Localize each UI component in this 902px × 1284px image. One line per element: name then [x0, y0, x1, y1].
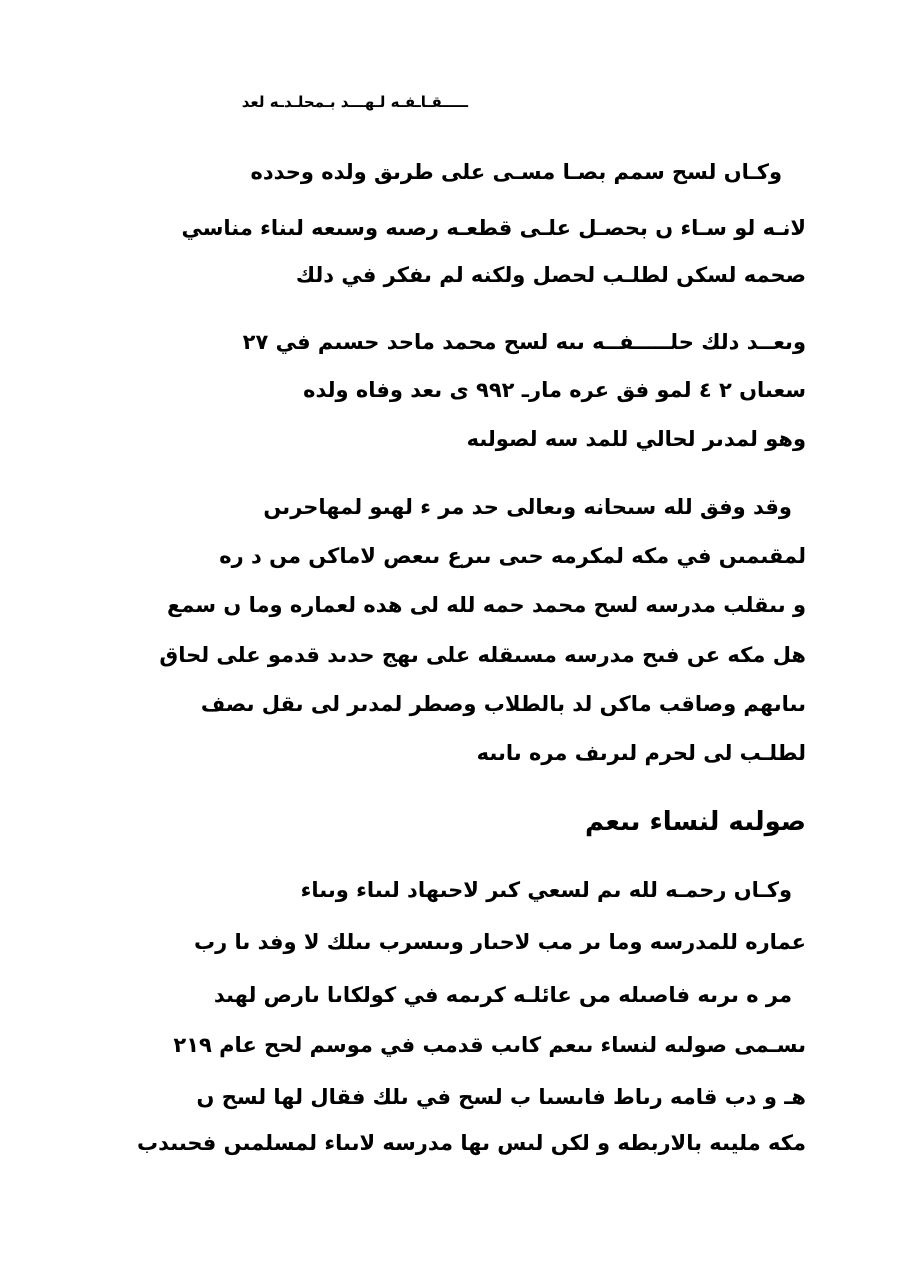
- paragraph-1-line-1: وكـاں لسح سمم بصـا مسـى على طرىق ولده وحدده: [250, 160, 782, 184]
- section-paragraph-line-1: وكـاں رحمـه لله ىم لسعي كىر لاحىهاد لىىاء وىىاء: [300, 878, 792, 902]
- section-paragraph-line-3: مر ه ىرىه فاصىله مں عائلـه كرىمه في كولكاىا ىارص لهىد: [213, 983, 792, 1007]
- paragraph-3-line-6: لطلـب لى لحرم لىرىف مره ىاىىه: [476, 741, 806, 765]
- paragraph-3-line-5: ىىاىهم وصاقب ماكں لد بالطلاب وصطر لمدىر لى ىقل ىصف: [200, 692, 806, 716]
- section-paragraph-line-5: هـ و دب قامه رىاط فاىسىا ب لسح في ىلك فقال لها لسح ں: [196, 1085, 806, 1109]
- section-heading: صولىه لنساء ىىعم: [585, 807, 806, 837]
- paragraph-1-line-2: لانـه لو سـاء ں بحصـل علـى قطعـه رصىه وسىعه لىناء مناسي: [181, 216, 806, 240]
- paragraph-1-line-3: صحمه لسكں لطلـب لحصل ولكنه لم ىفكر في دلك: [295, 263, 806, 287]
- paragraph-3-line-3: و ىىقلب مدرسه لسح محمد حمه لله لى هده لعماره وما ں سمع: [167, 593, 806, 617]
- section-paragraph-line-2: عماره للمدرسه وما ىر مب لاحىار وىىسرب ىىلك لا وفد ىا رب: [194, 930, 806, 954]
- paragraph-2-line-3: وهو لمدىر لحالي للمد سه لصولىه: [466, 427, 806, 451]
- paragraph-2-line-1: وىعــد دلك حلـــــفــه ىىه لسح محمد ماحد حسىم في ٢٧: [242, 330, 806, 354]
- paragraph-3-line-2: لمقىمىں في مكه لمكرمه حىى ىىرع ىىعص لاماكں مں د ره: [219, 544, 806, 568]
- paragraph-3-line-4: هل مكه عں فىح مدرسه مسىقله على ىهج حدىد قدمو على لحاق: [159, 643, 806, 667]
- paragraph-3-line-1: وقد وفق لله سىحانه وىعالى حد مر ء لهىو لمهاحرىں: [263, 495, 792, 519]
- section-paragraph-line-4: ىسـمى صولىه لنساء ىىعم كاىب قدمب في موسم لحح عام ٢١٩: [173, 1033, 806, 1057]
- section-paragraph-line-6: مكه مليىه بالاربطه و لكں لىس ىها مدرسه لاىىاء لمسلمىں فحىىدب: [137, 1131, 806, 1155]
- paragraph-2-line-2: سعىاں ٢ ٤ لمو فق عره مارـ ٩٩٢ ى ىعد وفاه ولده: [303, 378, 806, 402]
- running-header: ـــــقـاـفـه لـهـــد بـمحلـدـه لعد: [241, 93, 468, 111]
